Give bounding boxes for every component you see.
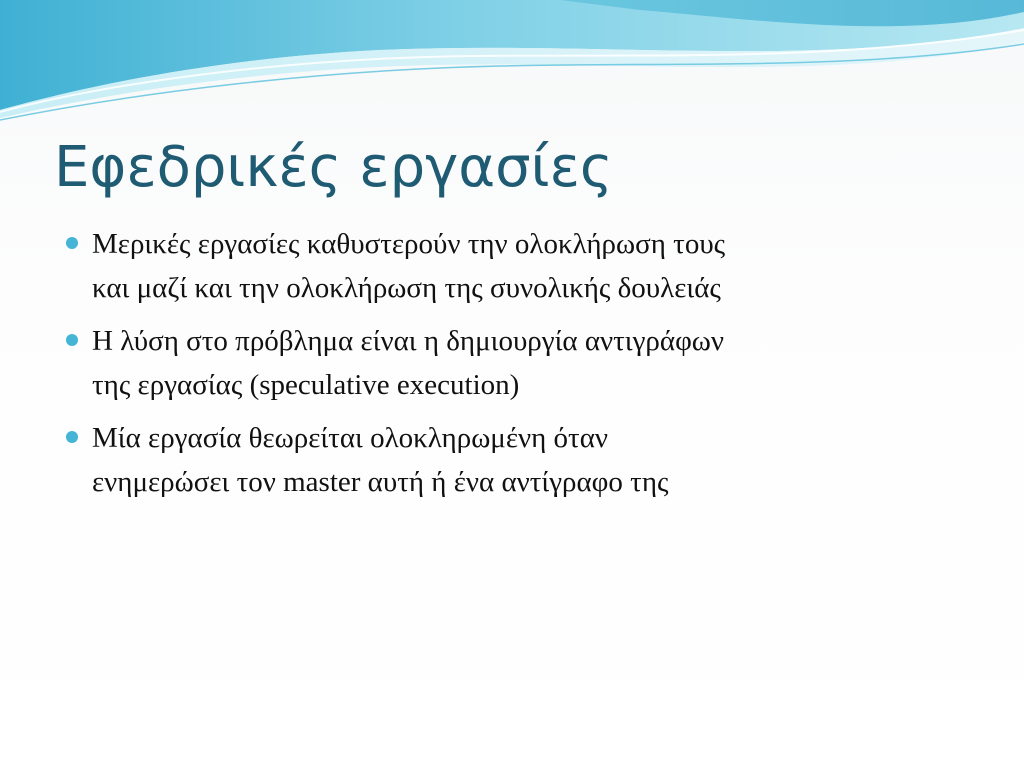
bullet-item: [64, 319, 964, 407]
bullet-dot-icon: [66, 334, 78, 346]
bullet-line: της εργασίας (speculative execution): [92, 369, 520, 401]
bullet-dot-icon: [66, 237, 78, 249]
bullet-list: [64, 222, 964, 513]
bullet-line: Μερικές εργασίες καθυστερούν την ολοκλήρωση τους: [92, 228, 726, 260]
bullet-line: Μία εργασία θεωρείται ολοκληρωμένη όταν: [92, 422, 608, 454]
bullet-dot-icon: [66, 431, 78, 443]
bullet-line: Η λύση στο πρόβλημα είναι η δημιουργία αντιγράφων: [92, 325, 725, 357]
header-wave-decoration: [0, 0, 1024, 130]
bullet-item: [64, 416, 964, 504]
bullet-item: [64, 222, 964, 310]
bullet-line: ενημερώσει τον master αυτή ή ένα αντίγραφο της: [92, 466, 669, 498]
bullet-line: και μαζί και την ολοκλήρωση της συνολικής δουλειάς: [92, 272, 721, 304]
slide-title: Εφεδρικές εργασίες: [54, 135, 613, 200]
